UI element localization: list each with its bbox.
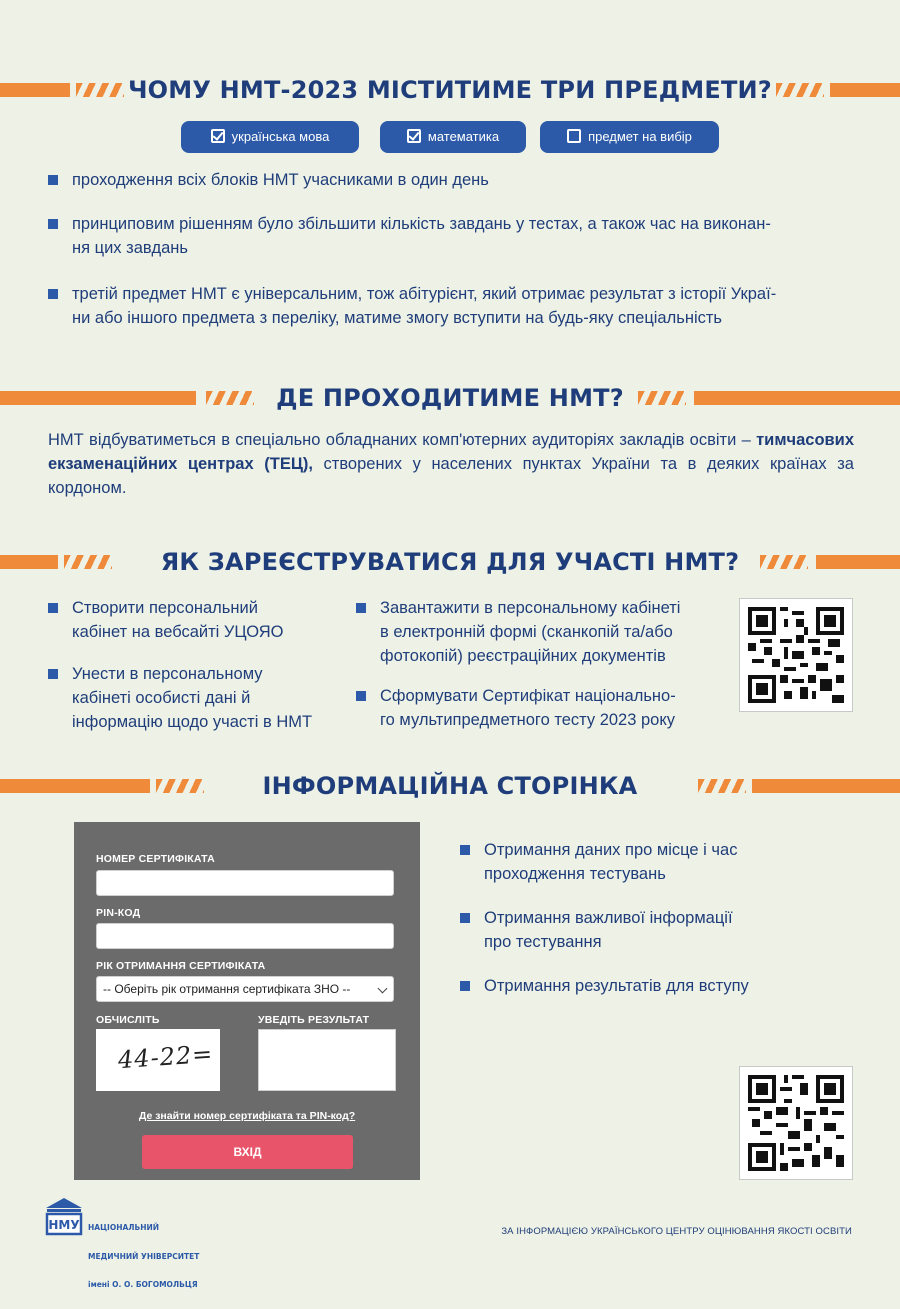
bullet-square-icon xyxy=(460,845,470,855)
logo-line: МЕДИЧНИЙ УНІВЕРСИТЕТ xyxy=(88,1251,200,1261)
checkbox-empty-icon xyxy=(567,129,581,143)
section-header-why xyxy=(0,70,900,110)
where-text: створених у населених пунктах України та в деяких країнах за кордоном. xyxy=(48,455,854,497)
captcha-text: 44-22= xyxy=(117,1039,215,1075)
find-certificate-link[interactable]: Де знайти номер сертифіката та PIN-код? xyxy=(138,1110,356,1122)
bullet-line: Отримання даних про місце і час xyxy=(484,841,738,859)
bullet-line: проходження всіх блоків НМТ учасниками в один день xyxy=(72,171,489,189)
captcha-image xyxy=(96,1029,220,1091)
qr-code-icon[interactable] xyxy=(739,1066,853,1180)
bullet-line: третій предмет НМТ є універсальним, тож абітурієнт, який отримає результат з історії Украї- xyxy=(72,285,777,303)
bullet-square-icon xyxy=(48,175,58,185)
list-item xyxy=(72,282,862,330)
compute-label: ОБЧИСЛІТЬ xyxy=(96,1014,160,1026)
bullet-square-icon xyxy=(48,603,58,613)
qr-code-icon[interactable] xyxy=(739,598,853,712)
bullet-line: про тестування xyxy=(484,933,602,951)
bullet-line: фотокопій) реєстраційних документів xyxy=(380,647,666,665)
section-header-register xyxy=(0,542,900,582)
bullet-line: Отримання важливої інформації xyxy=(484,909,733,927)
result-label: УВЕДІТЬ РЕЗУЛЬТАТ xyxy=(258,1014,370,1026)
university-logo xyxy=(44,1196,204,1289)
bullet-line: проходження тестувань xyxy=(484,865,666,883)
bullet-square-icon xyxy=(460,913,470,923)
logo-text xyxy=(88,1204,199,1309)
bullet-line: принциповим рішенням було збільшити кількість завдань у тестах, а також час на виконан- xyxy=(72,215,771,233)
year-label: РІК ОТРИМАННЯ СЕРТИФІКАТА xyxy=(96,960,266,972)
bullet-line: Сформувати Сертифікат національно- xyxy=(380,687,676,705)
where-text-bold: тимчасових екзаменаційних центрах (ТЕЦ), xyxy=(48,431,854,473)
section-header-where xyxy=(0,378,900,418)
bullet-square-icon xyxy=(460,981,470,991)
list-item xyxy=(380,596,720,668)
bullet-square-icon xyxy=(356,691,366,701)
list-item xyxy=(72,168,862,192)
bullet-line: ня цих завдань xyxy=(72,239,188,257)
year-select[interactable] xyxy=(96,976,394,1002)
list-item xyxy=(72,662,342,734)
login-button[interactable]: ВХІД xyxy=(142,1135,353,1169)
list-item xyxy=(380,684,720,732)
subject-label: українська мова xyxy=(231,129,330,144)
list-item xyxy=(72,596,342,644)
cert-number-input[interactable] xyxy=(96,870,394,896)
section-title: ЯК ЗАРЕЄСТРУВАТИСЯ ДЛЯ УЧАСТІ НМТ? xyxy=(160,548,740,576)
section-header-info xyxy=(0,766,900,806)
university-building-icon xyxy=(44,1196,84,1238)
subject-pill-math xyxy=(380,121,526,153)
subject-pill-ukrainian xyxy=(181,121,359,153)
bullet-square-icon xyxy=(48,669,58,679)
pin-label: PIN-КОД xyxy=(96,907,141,919)
bullet-square-icon xyxy=(48,289,58,299)
bullet-line: Отримання результатів для вступу xyxy=(484,977,749,995)
bullet-square-icon xyxy=(356,603,366,613)
bullet-line: кабінет на вебсайті УЦОЯО xyxy=(72,623,284,641)
where-paragraph xyxy=(48,428,854,500)
bullet-square-icon xyxy=(48,219,58,229)
list-item xyxy=(72,212,862,260)
year-select-value: -- Оберіть рік отримання сертифіката ЗНО -- xyxy=(103,982,351,996)
subject-label: предмет на вибір xyxy=(588,129,692,144)
section-title: ІНФОРМАЦІЙНА СТОРІНКА xyxy=(262,772,638,800)
logo-line: імені О. О. БОГОМОЛЬЦЯ xyxy=(88,1280,198,1289)
section-title: ДЕ ПРОХОДИТИМЕ НМТ? xyxy=(276,384,624,412)
where-text: НМТ відбуватиметься в спеціально обладнаних комп'ютерних аудиторіях закладів освіти – xyxy=(48,431,751,449)
login-form xyxy=(74,822,420,1180)
bullet-line: Завантажити в персональному кабінеті xyxy=(380,599,681,617)
list-item xyxy=(484,974,814,998)
list-item xyxy=(484,838,814,886)
subject-pill-elective xyxy=(540,121,719,153)
bullet-line: Унести в персональному xyxy=(72,665,263,683)
cert-number-label: НОМЕР СЕРТИФІКАТА xyxy=(96,853,215,865)
bullet-line: Створити персональний xyxy=(72,599,258,617)
bullet-line: го мультипредметного тесту 2023 року xyxy=(380,711,676,729)
bullet-line: кабінеті особисті дані й xyxy=(72,689,251,707)
chevron-down-icon xyxy=(378,984,388,994)
captcha-result-input[interactable] xyxy=(258,1029,396,1091)
subject-label: математика xyxy=(427,129,500,144)
list-item xyxy=(484,906,814,954)
logo-line: НАЦІОНАЛЬНИЙ xyxy=(88,1223,160,1232)
checkbox-checked-icon xyxy=(407,129,421,143)
bullet-line: інформацію щодо участі в НМТ xyxy=(72,713,313,731)
bullet-line: в електронній формі (сканкопій та/або xyxy=(380,623,673,641)
footer-source-note: ЗА ІНФОРМАЦІЄЮ УКРАЇНСЬКОГО ЦЕНТРУ ОЦІНЮВАННЯ ЯКОСТІ ОСВІТИ xyxy=(501,1226,852,1237)
bullet-line: ни або іншого предмета з переліку, матиме змогу вступити на будь-яку спеціальність xyxy=(72,309,723,327)
checkbox-checked-icon xyxy=(211,129,225,143)
pin-input[interactable] xyxy=(96,923,394,949)
section-title: ЧОМУ НМТ-2023 МІСТИТИМЕ ТРИ ПРЕДМЕТИ? xyxy=(128,76,772,104)
logo-mark-text: НМУ xyxy=(48,1218,80,1232)
